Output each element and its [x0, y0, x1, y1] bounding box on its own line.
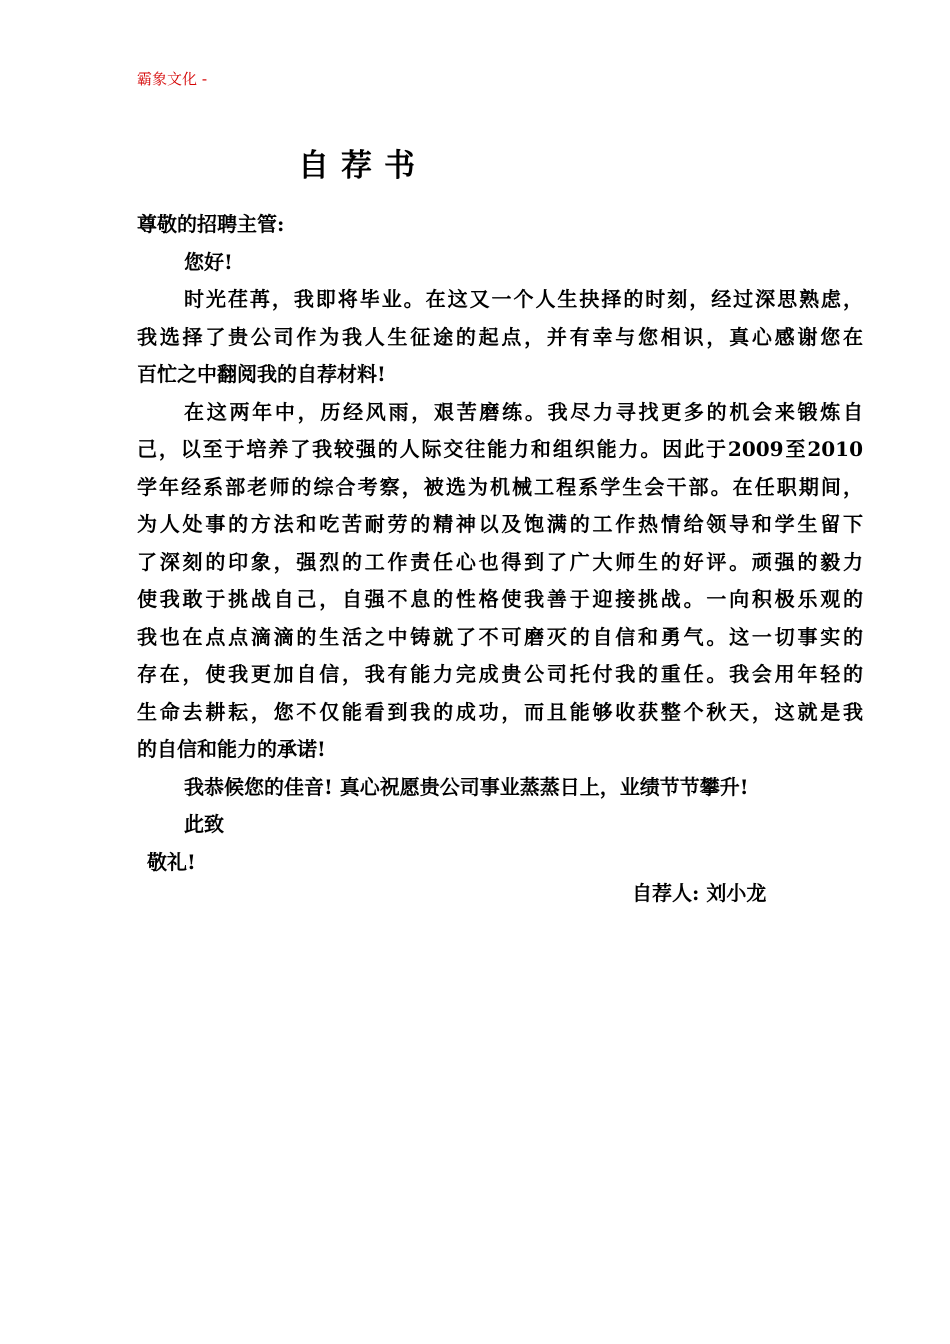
- paragraph-line: 在这两年中，历经风雨，艰苦磨练。我尽力寻找更多的机会来锻炼自: [184, 399, 863, 424]
- paragraph-line: 学年经系部老师的综合考察，被选为机械工程系学生会干部。在任职期间，: [137, 474, 863, 499]
- paragraph-line: 己，以至于培养了我较强的人际交往能力和组织能力。因此于2009至2010: [137, 437, 863, 461]
- signature: 自荐人: 刘小龙: [632, 881, 767, 905]
- paragraph-line: 时光荏苒，我即将毕业。在这又一个人生抉择的时刻，经过深思熟虑，: [184, 287, 863, 311]
- paragraph-line: 百忙之中翻阅我的自荐材料!: [137, 362, 386, 386]
- paragraph-line: 了深刻的印象，强烈的工作责任心也得到了广大师生的好评。顽强的毅力: [137, 549, 863, 574]
- paragraph-line: 我恭候您的佳音! 真心祝愿贵公司事业蒸蒸日上，业绩节节攀升!: [184, 774, 749, 799]
- paragraph-line: 我也在点点滴滴的生活之中铸就了不可磨灭的自信和勇气。这一切事实的: [137, 624, 863, 649]
- document-title: 自荐书: [298, 148, 427, 184]
- paragraph-line: 的自信和能力的承诺!: [137, 737, 326, 761]
- paragraph-line: 存在，使我更加自信，我有能力完成贵公司托付我的重任。我会用年轻的: [137, 662, 863, 686]
- letter-body: [137, 206, 863, 881]
- salutation: 尊敬的招聘主管:: [137, 212, 285, 236]
- paragraph-line: 使我敢于挑战自己，自强不息的性格使我善于迎接挑战。一向积极乐观的: [137, 587, 863, 611]
- regards: 敬礼!: [147, 849, 196, 874]
- paragraph-line: 生命去耕耘，您不仅能看到我的成功，而且能够收获整个秋天，这就是我: [137, 699, 863, 724]
- closing: 此致: [184, 812, 224, 836]
- paragraph-line: 我选择了贵公司作为我人生征途的起点，并有幸与您相识，真心感谢您在: [137, 324, 863, 349]
- header-watermark-text: 霸象文化 -: [137, 70, 208, 88]
- paragraph-line: 为人处事的方法和吃苦耐劳的精神以及饱满的工作热情给领导和学生留下: [137, 512, 863, 536]
- greeting: 您好!: [184, 249, 233, 274]
